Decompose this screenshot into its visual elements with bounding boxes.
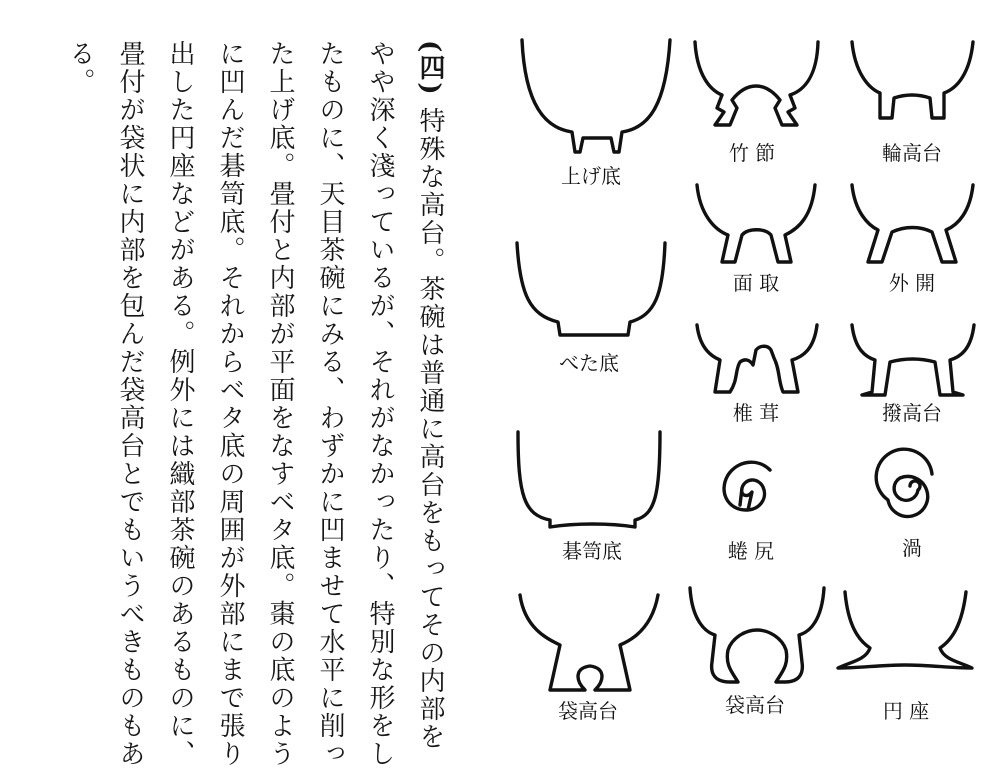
text-column-6: 出した円座などがある。例外には織部茶碗のあるものに、 (165, 40, 195, 768)
label-fukuro-koudai-left: 袋高台 (558, 699, 618, 723)
text-column-8: る。 (65, 40, 95, 96)
tatsujiri-shape (724, 462, 770, 510)
label-wakoudai: 輪高台 (882, 141, 942, 165)
text-column-1 (410, 40, 450, 751)
takefushi-shape (695, 42, 818, 125)
label-gokezoko: 碁笥底 (562, 539, 622, 563)
text-column-3: たものに、天目茶碗にみる、わずかに凹ませて水平に削っ (315, 40, 345, 768)
text-column-2: やや深く淺っているが、それがなかったり、特別な形をし (365, 40, 395, 768)
sotobiraki-shape (852, 185, 973, 262)
label-betazoko: べた底 (559, 351, 619, 375)
text-column-4: た上げ底。畳付と内部が平面をなすベタ底。棗の底のよう (265, 40, 295, 768)
gokezoko-shape (518, 432, 660, 527)
text-column-5: に凹んだ碁笥底。それからベタ底の周囲が外部にまで張り (215, 40, 245, 768)
fukuro-koudai-left-shape (520, 595, 658, 690)
label-mentori: 面 取 (732, 271, 780, 295)
kodai-diagram (505, 0, 1000, 750)
label-tatsujiri: 蜷 尻 (727, 539, 775, 563)
label-uzu: 渦 (902, 536, 922, 560)
section-heading: (四) (415, 40, 445, 97)
label-shiitake: 椎 茸 (732, 401, 780, 425)
bachikoudai-shape (852, 325, 974, 395)
label-agezoko: 上げ底 (561, 164, 621, 188)
text-column-7: 畳付が袋状に内部を包んだ袋高台とでもいうべきものもあ (115, 40, 145, 768)
kodai-diagram-svg (505, 0, 1000, 750)
fukuro-koudai-mid-shape (690, 588, 824, 682)
label-takefushi: 竹 節 (728, 141, 776, 165)
label-fukuro-koudai-mid: 袋高台 (725, 693, 785, 717)
mentori-shape (697, 185, 815, 262)
label-enza: 円 座 (882, 699, 930, 723)
text-line: 特殊な高台。茶碗は普通に高台をもってその内部を (415, 96, 445, 751)
label-bachikoudai: 撥高台 (882, 401, 942, 425)
betazoko-shape (517, 243, 665, 335)
wakoudai-shape (852, 42, 973, 118)
enza-shape (838, 592, 972, 668)
shiitake-shape (697, 325, 817, 392)
uzu-shape (876, 449, 932, 516)
label-sotobiraki: 外 開 (888, 271, 936, 295)
agezoko-shape (522, 40, 670, 152)
